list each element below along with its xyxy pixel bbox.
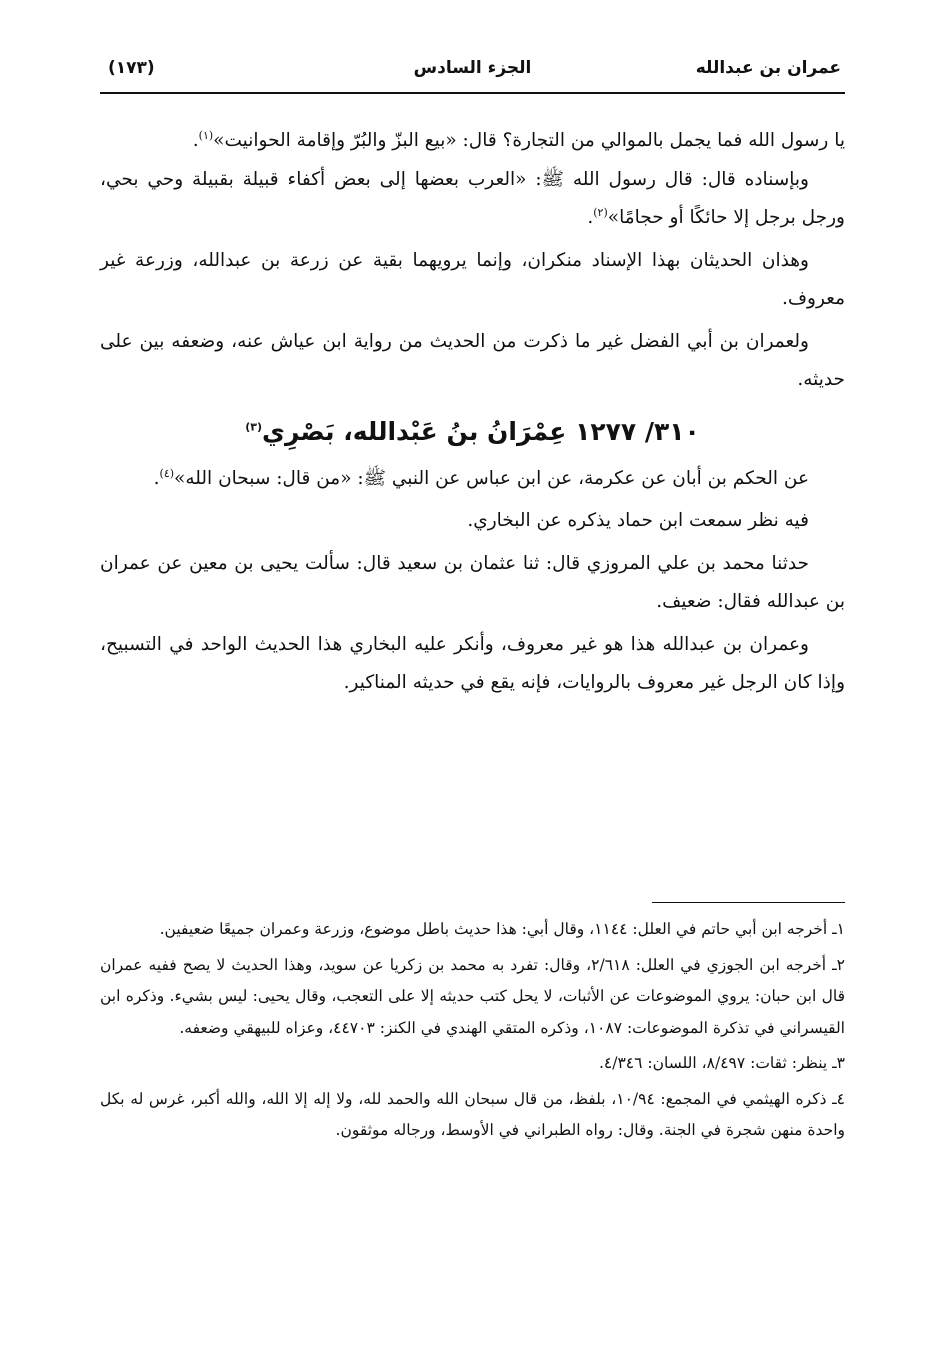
footnote: ٢ـ أخرجه ابن الجوزي في العلل: ٢/٦١٨، وقال: تفرد به محمد بن زكريا عن سويد، وهذا الحديث لا يصح ففيه عمران قال ابن حبان: يروي الموضوعات عن الأثبات، لا يحل كتب حديثه إلا على التعجب، وقال يحيى: ليس بشيء. وذكره ابن القيسراني في تذكرة الموضوعات: ١٠٨٧، وذكره المتقي الهندي في الكنز: ٤٤٧٠٣، وعزاه للبيهقي وضعفه. xyxy=(100,955,845,1037)
footnotes xyxy=(100,914,845,1151)
paragraph: وهذان الحديثان بهذا الإسناد منكران، وإنما يرويهما بقية عن زرعة بن عبدالله، وزرعة غير معروف. xyxy=(100,249,845,309)
paragraph: يا رسول الله فما يجمل بالموالي من التجارة؟ قال: «بيع البزّ والبُرّ وإقامة الحوانيت»$^{(١)}$. xyxy=(192,128,845,151)
footnote: ١ـ أخرجه ابن أبي حاتم في العلل: ١١٤٤، وقال أبي: هذا حديث باطل موضوع، وزرعة وعمران جميعًا ضعيفين. xyxy=(159,920,845,938)
main-text xyxy=(100,122,845,703)
footnote-ref: (٢) xyxy=(593,205,608,219)
paragraph-text: وبإسناده قال: قال رسول الله ﷺ: «العرب بعضها إلى بعض أكفاء قبيلة بقبيلة وحي بحي، ورجل برجل إلا حائكًا أو حجامًا» xyxy=(100,168,845,228)
running-header xyxy=(100,52,845,94)
footnote-ref: (٣) xyxy=(245,420,263,434)
paragraph-text: يا رسول الله فما يجمل بالموالي من التجارة؟ قال: «بيع البزّ والبُرّ وإقامة الحوانيت» xyxy=(213,130,845,151)
footnote-ref: (٤) xyxy=(159,466,175,480)
paragraph: وعمران بن عبدالله هذا هو غير معروف، وأنكر عليه البخاري هذا الحديث الواحد في التسبيح، وإذا كان الرجل غير معروف بالروايات، فإنه يقع في حديثه المناكير. xyxy=(100,633,845,693)
footnote: ٤ـ ذكره الهيثمي في المجمع: ١٠/٩٤، بلفظ، من قال سبحان الله والحمد لله، ولا إله إلا الله، والله أكبر، غرس له بكل واحدة منهن شجرة في الجنة. وقال: رواه الطبراني في الأوسط، ورجاله موثقون. xyxy=(100,1089,845,1139)
entry-heading xyxy=(100,410,845,454)
paragraph: حدثنا محمد بن علي المروزي قال: ثنا عثمان بن سعيد قال: سألت يحيى بن معين عن عمران بن عبدالله فقال: ضعيف. xyxy=(100,552,845,612)
paragraph: وبإسناده قال: قال رسول الله ﷺ: «العرب بعضها إلى بعض أكفاء قبيلة بقبيلة وحي بحي، ورجل برجل إلا حائكًا أو حجامًا»$^{(٢)}$. xyxy=(100,168,845,228)
footnote-ref: (١) xyxy=(198,128,214,142)
chapter-title: عمران بن عبدالله xyxy=(695,58,841,78)
paragraph-text: عن الحكم بن أبان عن عكرمة، عن ابن عباس عن النبي ﷺ: «من قال: سبحان الله» xyxy=(174,467,809,489)
page-number: (١٧٣) xyxy=(108,58,155,78)
footnote-divider xyxy=(652,902,845,903)
footnote: ٣ـ ينظر: ثقات: ٨/٤٩٧، اللسان: ٤/٣٤٦. xyxy=(598,1054,845,1072)
entry-heading-text: ٣١٠/ ١٢٧٧ عِمْرَانُ بنُ عَبْدالله، بَصْرِي xyxy=(262,416,700,446)
paragraph: عن الحكم بن أبان عن عكرمة، عن ابن عباس عن النبي ﷺ: «من قال: سبحان الله»$^{(٤)}$. xyxy=(153,466,809,489)
volume-title: الجزء السادس xyxy=(413,58,532,78)
paragraph: فيه نظر سمعت ابن حماد يذكره عن البخاري. xyxy=(467,510,809,531)
paragraph: ولعمران بن أبي الفضل غير ما ذكرت من الحديث من رواية ابن عياش عنه، وضعفه بين على حديثه. xyxy=(100,330,845,390)
